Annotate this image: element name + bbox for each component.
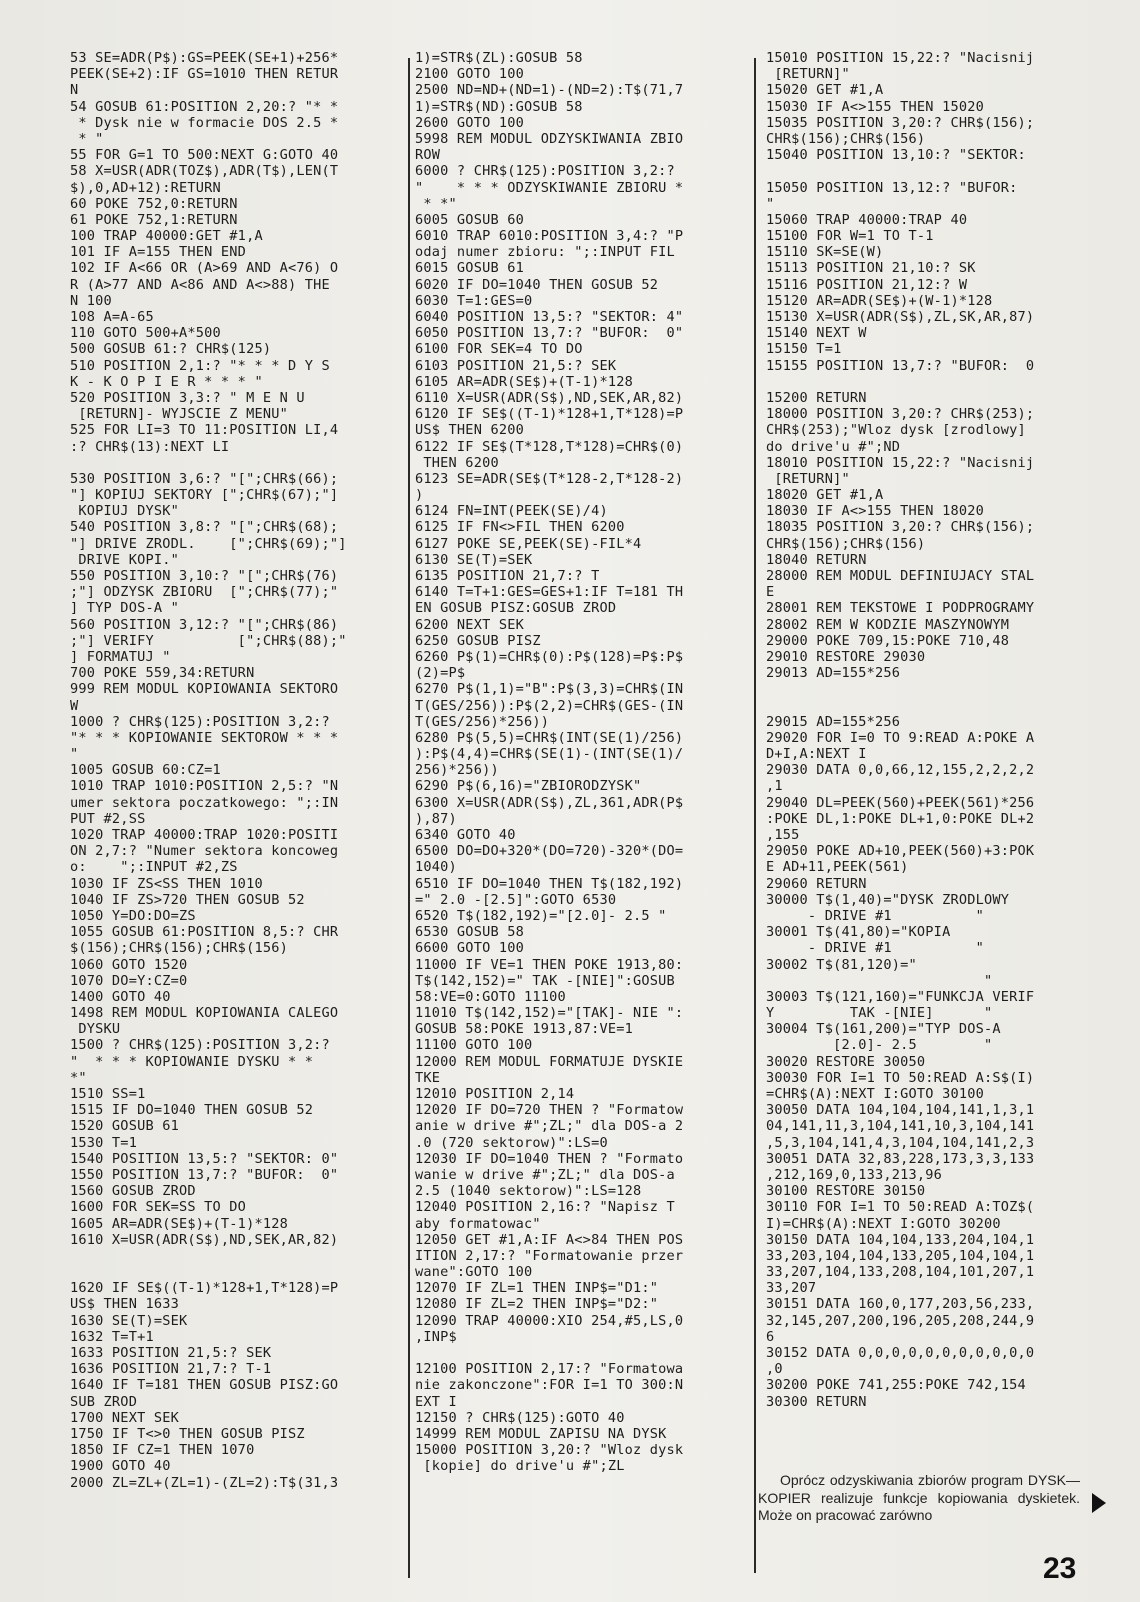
code-line: 101 IF A=155 THEN END (70, 244, 247, 261)
code-line: aby formatowac" (415, 1215, 541, 1232)
code-line: PUT #2,SS (70, 810, 146, 827)
code-line: ,155 (766, 827, 800, 843)
code-line: "] KOPIUJ SEKTORY [";CHR$(67);"] (70, 487, 339, 504)
code-line: 1850 IF CZ=1 THEN 1070 (70, 1442, 255, 1459)
code-line: 15100 FOR W=1 TO T-1 (766, 228, 934, 245)
code-line: KOPIUJ DYSK" (70, 503, 179, 520)
code-line: (2)=P$ (415, 665, 466, 682)
code-line: 1498 REM MODUL KOPIOWANIA CALEGO (70, 1005, 339, 1022)
code-line: 30151 DATA 160,0,177,203,56,233, (766, 1296, 1035, 1313)
code-line: "* * * KOPIOWANIE SEKTOROW * * * (70, 729, 339, 746)
code-line: 18010 POSITION 15,22:? "Nacisnij (766, 454, 1035, 471)
code-line: 60 POKE 752,0:RETURN (70, 195, 238, 212)
code-line: Y TAK -[NIE] " (766, 1005, 993, 1022)
code-line: 18000 POSITION 3,20:? CHR$(253); (766, 406, 1035, 423)
code-line: 1055 GOSUB 61:POSITION 8,5:? CHR (70, 924, 339, 941)
code-line: EN GOSUB PISZ:GOSUB ZROD (415, 600, 617, 617)
code-line: 102 IF A<66 OR (A>69 AND A<76) O (70, 260, 339, 277)
code-line: 18040 RETURN (766, 551, 867, 568)
code-line: 700 POKE 559,34:RETURN (70, 665, 255, 682)
code-line: 110 GOTO 500+A*500 (70, 325, 221, 342)
code-line: 58 X=USR(ADR(TOZ$),ADR(T$),LEN(T (70, 163, 339, 180)
code-line: *" (70, 1069, 87, 1086)
code-line: R (A>77 AND A<86 AND A<>88) THE (70, 276, 330, 293)
code-line: 1060 GOTO 1520 (70, 956, 188, 973)
code-line: 6103 POSITION 21,5:? SEK (415, 357, 617, 374)
code-line: 12000 REM MODUL FORMATUJE DYSKIE (415, 1053, 684, 1070)
code-line: 1633 POSITION 21,5:? SEK (70, 1345, 272, 1361)
code-line: PEEK(SE+2):IF GS=1010 THEN RETUR (70, 66, 339, 83)
article-text (758, 1472, 1080, 1525)
code-line: US$ THEN 1633 (70, 1296, 179, 1313)
code-line: 32,145,207,200,196,205,208,244,9 (766, 1312, 1035, 1329)
code-line: 33,203,104,104,133,205,104,104,1 (766, 1247, 1035, 1264)
code-line: 30004 T$(161,200)="TYP DOS-A (766, 1021, 1001, 1038)
code-line: 1515 IF DO=1040 THEN GOSUB 52 (70, 1102, 314, 1119)
code-line: $(156);CHR$(156);CHR$(156) (70, 940, 288, 957)
code-line: 11100 GOTO 100 (415, 1037, 533, 1054)
code-line: 1600 FOR SEK=SS TO DO (70, 1199, 247, 1216)
code-line: 2100 GOTO 100 (415, 66, 524, 83)
code-line: 30150 DATA 104,104,133,204,104,1 (766, 1231, 1035, 1248)
code-line: [kopie] do drive'u #";ZL (415, 1458, 625, 1475)
code-line: 6050 POSITION 13,7:? "BUFOR: 0" (415, 325, 684, 342)
code-line: anie w drive #";ZL;" dla DOS-a 2 (415, 1118, 684, 1135)
code-line: 29013 AD=155*256 (766, 665, 901, 682)
code-line (70, 1248, 405, 1264)
code-column-2 (415, 50, 743, 1475)
code-line: 1)=STR$(ND):GOSUB 58 (415, 98, 583, 115)
code-line: * " (70, 130, 104, 147)
code-line: 33,207,104,133,208,104,101,207,1 (766, 1264, 1035, 1281)
code-line: "] DRIVE ZRODL. [";CHR$(69);"] (70, 535, 347, 552)
code-line: 33,207 (766, 1280, 817, 1297)
code-line: 30000 T$(1,40)="DYSK ZRODLOWY (766, 891, 1010, 908)
code-line: 1530 T=1 (70, 1134, 138, 1151)
code-line: 04,141,11,3,104,141,10,3,104,141 (766, 1118, 1035, 1135)
code-line: 6015 GOSUB 61 (415, 260, 524, 277)
code-line: 1900 GOTO 40 (70, 1458, 171, 1475)
code-line: CHR$(156);CHR$(156) (766, 535, 926, 552)
code-line: 11000 IF VE=1 THEN POKE 1913,80: (415, 956, 684, 973)
code-line: " (766, 195, 775, 212)
code-line: 11010 T$(142,152)="[TAK]- NIE ": (415, 1005, 684, 1022)
continue-arrow-icon (1092, 1493, 1106, 1513)
code-line: 6530 GOSUB 58 (415, 924, 524, 941)
code-line: T(GES/256)):P$(2,2)=CHR$(GES-(IN (415, 697, 684, 714)
code-line: 18035 POSITION 3,20:? CHR$(156); (766, 519, 1035, 536)
code-line: 30100 RESTORE 30150 (766, 1183, 926, 1200)
code-line: 2.5 (1040 sektorow)":LS=128 (415, 1183, 642, 1200)
code-line: W (70, 697, 79, 714)
code-line: $),0,AD+12):RETURN (70, 179, 221, 196)
code-line: wane":GOTO 100 (415, 1264, 533, 1281)
code-line: ),87) (415, 810, 457, 827)
code-line: 15113 POSITION 21,10:? SK (766, 260, 976, 277)
code-line: 500 GOSUB 61:? CHR$(125) (70, 341, 272, 358)
code-line: .0 (720 sektorow)":LS=0 (415, 1134, 608, 1151)
code-line: 6520 T$(182,192)="[2.0]- 2.5 " (415, 907, 667, 924)
code-line: 6135 POSITION 21,7:? T (415, 568, 600, 584)
code-line: 6140 T=T+1:GES=GES+1:IF T=181 TH (415, 584, 684, 601)
code-line: 30110 FOR I=1 TO 50:READ A:TOZ$( (766, 1199, 1035, 1216)
code-line: " (766, 972, 993, 989)
code-line: K - K O P I E R * * * " (70, 373, 263, 390)
code-line: 1520 GOSUB 61 (70, 1118, 179, 1135)
code-column-1 (70, 50, 405, 1491)
code-line: 6040 POSITION 13,5:? "SEKTOR: 4" (415, 309, 684, 325)
code-line: 58:VE=0:GOTO 11100 (415, 988, 566, 1005)
code-line: ):P$(4,4)=CHR$(SE(1)-(INT(SE(1)/ (415, 746, 684, 763)
code-line: 15050 POSITION 13,12:? "BUFOR: (766, 179, 1018, 196)
code-line: 6110 X=USR(ADR(S$),ND,SEK,AR,82) (415, 389, 684, 406)
code-line: 15010 POSITION 15,22:? "Nacisnij (766, 50, 1035, 66)
code-line: wanie w drive #";ZL;" dla DOS-a (415, 1166, 675, 1183)
code-line: ,INP$ (415, 1328, 457, 1345)
code-line: 15110 SK=SE(W) (766, 244, 884, 261)
code-line: 1510 SS=1 (70, 1086, 146, 1102)
code-line: 1040) (415, 859, 457, 876)
code-line: 15035 POSITION 3,20:? CHR$(156); (766, 114, 1035, 131)
code-line: D+I,A:NEXT I (766, 746, 867, 763)
code-line: 6280 P$(5,5)=CHR$(INT(SE(1)/256) (415, 729, 684, 746)
code-line: 30152 DATA 0,0,0,0,0,0,0,0,0,0,0 (766, 1345, 1035, 1361)
column-divider (754, 58, 756, 1573)
code-line: ITION 2,17:? "Formatowanie przer (415, 1247, 684, 1264)
code-line: 6290 P$(6,16)="ZBIORODZYSK" (415, 778, 642, 795)
code-line: 15020 GET #1,A (766, 82, 884, 99)
code-line: 1000 ? CHR$(125):POSITION 3,2:? (70, 713, 330, 730)
code-line: 30001 T$(41,80)="KOPIA (766, 924, 951, 941)
code-line: 53 SE=ADR(P$):GS=PEEK(SE+1)+256* (70, 50, 339, 66)
code-line: :? CHR$(13):NEXT LI (70, 438, 230, 455)
code-line: 100 TRAP 40000:GET #1,A (70, 228, 263, 245)
code-line: 30200 POKE 741,255:POKE 742,154 (766, 1377, 1026, 1394)
code-line: 12070 IF ZL=1 THEN INP$="D1:" (415, 1280, 659, 1297)
code-line: " * * * KOPIOWANIE DYSKU * * (70, 1053, 314, 1070)
code-line: 1400 GOTO 40 (70, 988, 171, 1005)
article-paragraph: Oprócz odzyskiwania zbiorów program DYSK—KOPIER realizuje funkcje kopiowania dyskietek. Może on pracować zarówno (758, 1472, 1080, 1523)
code-line: 6 (766, 1328, 775, 1345)
code-line: 540 POSITION 3,8:? "[";CHR$(68); (70, 519, 339, 536)
code-line: EXT I (415, 1393, 457, 1410)
code-line: 18020 GET #1,A (766, 487, 884, 504)
code-line: 29040 DL=PEEK(560)+PEEK(561)*256 (766, 794, 1035, 811)
code-line: 6250 GOSUB PISZ (415, 632, 541, 649)
code-line: 12040 POSITION 2,16:? "Napisz T (415, 1199, 675, 1216)
code-line: 1005 GOSUB 60:CZ=1 (70, 762, 221, 779)
code-line: 6100 FOR SEK=4 TO DO (415, 341, 583, 358)
code-line: 6105 AR=ADR(SE$)+(T-1)*128 (415, 373, 633, 390)
code-line: 6600 GOTO 100 (415, 940, 524, 957)
code-line: nie zakonczone":FOR I=1 TO 300:N (415, 1377, 684, 1394)
code-line: 29030 DATA 0,0,66,12,155,2,2,2,2 (766, 762, 1035, 779)
code-line (766, 374, 1102, 390)
code-line: 12030 IF DO=1040 THEN ? "Formato (415, 1150, 684, 1167)
code-line: 6124 FN=INT(PEEK(SE)/4) (415, 503, 608, 520)
code-line: ROW (415, 147, 441, 164)
code-line: 1020 TRAP 40000:TRAP 1020:POSITI (70, 827, 339, 843)
code-line: ) (415, 487, 424, 504)
code-line: 30300 RETURN (766, 1393, 867, 1410)
code-line (70, 455, 405, 471)
code-line: 560 POSITION 3,12:? "[";CHR$(86) (70, 616, 339, 633)
code-line (70, 1264, 405, 1280)
code-line: 30050 DATA 104,104,104,141,1,3,1 (766, 1102, 1035, 1119)
code-line: 6020 IF DO=1040 THEN GOSUB 52 (415, 276, 659, 293)
column-divider (408, 58, 410, 1578)
code-line: 6500 DO=DO+320*(DO=720)-320*(DO= (415, 843, 684, 860)
code-line: 1610 X=USR(ADR(S$),ND,SEK,AR,82) (70, 1231, 339, 1248)
code-line: 6130 SE(T)=SEK (415, 551, 533, 568)
code-line: 6122 IF SE$(T*128,T*128)=CHR$(0) (415, 438, 684, 455)
code-line: 15200 RETURN (766, 389, 867, 406)
code-line: ] TYP DOS-A " (70, 600, 179, 617)
code-line: ,0 (766, 1361, 783, 1378)
code-line: 6010 TRAP 6010:POSITION 3,4:? "P (415, 228, 684, 245)
code-line: 28000 REM MODUL DEFINIUJACY STAL (766, 568, 1035, 584)
code-line: " (70, 746, 79, 763)
code-line: 12010 POSITION 2,14 (415, 1086, 575, 1102)
code-line: 15060 TRAP 40000:TRAP 40 (766, 211, 968, 228)
code-line: 15155 POSITION 13,7:? "BUFOR: 0 (766, 357, 1035, 374)
code-line: 12090 TRAP 40000:XIO 254,#5,LS,0 (415, 1312, 684, 1329)
code-column-3 (766, 50, 1102, 1410)
code-line: o: ";:INPUT #2,ZS (70, 859, 238, 876)
code-line: 15140 NEXT W (766, 325, 867, 342)
code-line: 12150 ? CHR$(125):GOTO 40 (415, 1409, 625, 1426)
code-line: DYSKU (70, 1021, 121, 1038)
code-line: 54 GOSUB 61:POSITION 2,20:? "* * (70, 98, 339, 115)
code-line: 520 POSITION 3,3:? " M E N U (70, 389, 305, 406)
code-line: * *" (415, 195, 457, 212)
code-line: DRIVE KOPI." (70, 551, 179, 568)
code-line: 30003 T$(121,160)="FUNKCJA VERIF (766, 988, 1035, 1005)
code-line: T(GES/256)*256)) (415, 713, 550, 730)
code-line: ,1 (766, 778, 783, 795)
code-line: 15000 POSITION 3,20:? "Wloz dysk (415, 1442, 684, 1459)
code-line: E (766, 584, 775, 601)
code-line: 2000 ZL=ZL+(ZL=1)-(ZL=2):T$(31,3 (70, 1474, 339, 1491)
code-line: 6200 NEXT SEK (415, 616, 524, 633)
page-number: 23 (1043, 1552, 1077, 1585)
code-line: 6127 POKE SE,PEEK(SE)-FIL*4 (415, 535, 642, 552)
code-line: 30051 DATA 32,83,228,173,3,3,133 (766, 1150, 1035, 1167)
code-line: SUB ZROD (70, 1393, 138, 1410)
code-line: 6005 GOSUB 60 (415, 211, 524, 228)
code-line: 1636 POSITION 21,7:? T-1 (70, 1361, 272, 1378)
code-line: 29050 POKE AD+10,PEEK(560)+3:POK (766, 843, 1035, 860)
code-line: 6000 ? CHR$(125):POSITION 3,2:? (415, 163, 675, 180)
code-line (766, 681, 1102, 697)
code-line: ] FORMATUJ " (70, 648, 171, 665)
code-line: 15030 IF A<>155 THEN 15020 (766, 98, 984, 115)
code-line: N 100 (70, 292, 112, 309)
code-line: =" 2.0 -[2.5]":GOTO 6530 (415, 891, 617, 908)
code-line: 15120 AR=ADR(SE$)+(W-1)*128 (766, 292, 993, 309)
code-line: 510 POSITION 2,1:? "* * * D Y S (70, 357, 330, 374)
code-line: 5998 REM MODUL ODZYSKIWANIA ZBIO (415, 130, 684, 147)
code-line: [RETURN]" (766, 470, 850, 487)
code-line: 108 A=A-65 (70, 309, 154, 325)
code-line: 61 POKE 752,1:RETURN (70, 211, 238, 228)
code-line: 999 REM MODUL KOPIOWANIA SEKTORO (70, 681, 339, 698)
code-line: - DRIVE #1 " (766, 940, 984, 957)
code-line: 1560 GOSUB ZROD (70, 1183, 196, 1200)
code-line: N (70, 82, 79, 99)
code-line: 2600 GOTO 100 (415, 114, 524, 131)
code-line: do drive'u #";ND (766, 438, 901, 455)
code-line: 28001 REM TEKSTOWE I PODPROGRAMY (766, 600, 1035, 617)
code-line: 15130 X=USR(ADR(S$),ZL,SK,AR,87) (766, 309, 1035, 325)
code-line: " * * * ODZYSKIWANIE ZBIORU * (415, 179, 684, 196)
code-line: 6120 IF SE$((T-1)*128+1,T*128)=P (415, 406, 684, 423)
code-line: 29060 RETURN (766, 875, 867, 892)
code-line: 1550 POSITION 13,7:? "BUFOR: 0" (70, 1166, 339, 1183)
code-line: 1050 Y=DO:DO=ZS (70, 907, 196, 924)
code-line: CHR$(253);"Wloz dysk [zrodlowy] (766, 422, 1026, 439)
code-line: T$(142,152)=" TAK -[NIE]":GOSUB (415, 972, 675, 989)
code-line: 1700 NEXT SEK (70, 1409, 179, 1426)
code-line: 1030 IF ZS<SS THEN 1010 (70, 875, 263, 892)
code-line: 12080 IF ZL=2 THEN INP$="D2:" (415, 1296, 659, 1313)
code-line: ON 2,7:? "Numer sektora koncoweg (70, 843, 339, 860)
code-line: 30002 T$(81,120)=" (766, 956, 917, 973)
code-line: 256)*256)) (415, 762, 499, 779)
code-line (766, 163, 1102, 179)
code-line: GOSUB 58:POKE 1913,87:VE=1 (415, 1021, 633, 1038)
code-line: 550 POSITION 3,10:? "[";CHR$(76) (70, 568, 339, 584)
code-line: 1620 IF SE$((T-1)*128+1,T*128)=P (70, 1280, 339, 1297)
code-line: 29020 FOR I=0 TO 9:READ A:POKE A (766, 729, 1035, 746)
code-line: 6270 P$(1,1)="B":P$(3,3)=CHR$(IN (415, 681, 684, 698)
code-line: 15116 POSITION 21,12:? W (766, 276, 968, 293)
code-line: 28002 REM W KODZIE MASZYNOWYM (766, 616, 1010, 633)
code-line: 1605 AR=ADR(SE$)+(T-1)*128 (70, 1215, 288, 1232)
code-line: 6340 GOTO 40 (415, 827, 516, 843)
code-line: 18030 IF A<>155 THEN 18020 (766, 503, 984, 520)
code-line: ;"] ODZYSK ZBIORU [";CHR$(77);" (70, 584, 339, 601)
code-line: 29000 POKE 709,15:POKE 710,48 (766, 632, 1010, 649)
code-line: 1010 TRAP 1010:POSITION 2,5:? "N (70, 778, 339, 795)
code-line: 15150 T=1 (766, 341, 842, 358)
code-line: 1750 IF T<>0 THEN GOSUB PISZ (70, 1425, 305, 1442)
code-line: - DRIVE #1 " (766, 907, 984, 924)
code-line: 12100 POSITION 2,17:? "Formatowa (415, 1361, 684, 1378)
code-line: 6030 T=1:GES=0 (415, 292, 533, 309)
code-line: 29015 AD=155*256 (766, 713, 901, 730)
code-line: 15040 POSITION 13,10:? "SEKTOR: (766, 147, 1026, 164)
code-line: THEN 6200 (415, 454, 499, 471)
code-line: 6300 X=USR(ADR(S$),ZL,361,ADR(P$ (415, 794, 684, 811)
code-line: 30030 FOR I=1 TO 50:READ A:S$(I) (766, 1069, 1035, 1086)
code-line: 1540 POSITION 13,5:? "SEKTOR: 0" (70, 1150, 339, 1167)
code-line: 6510 IF DO=1040 THEN T$(182,192) (415, 875, 684, 892)
code-line: 14999 REM MODUL ZAPISU NA DYSK (415, 1425, 667, 1442)
code-line: [RETURN]" (766, 66, 850, 83)
code-line: 525 FOR LI=3 TO 11:POSITION LI,4 (70, 422, 339, 439)
code-line: [RETURN]- WYJSCIE Z MENU" (70, 406, 288, 423)
code-line: 1)=STR$(ZL):GOSUB 58 (415, 50, 583, 66)
code-line: 12020 IF DO=720 THEN ? "Formatow (415, 1102, 684, 1119)
code-line: [2.0]- 2.5 " (766, 1037, 993, 1054)
code-line: 1070 DO=Y:CZ=0 (70, 972, 188, 989)
code-line: ;"] VERIFY [";CHR$(88);" (70, 632, 347, 649)
code-line: CHR$(156);CHR$(156) (766, 130, 926, 147)
code-line: 6260 P$(1)=CHR$(0):P$(128)=P$:P$ (415, 648, 684, 665)
code-line: odaj numer zbioru: ";:INPUT FIL (415, 244, 675, 261)
code-line: I)=CHR$(A):NEXT I:GOTO 30200 (766, 1215, 1001, 1232)
code-line: ,212,169,0,133,213,96 (766, 1166, 943, 1183)
code-line: 530 POSITION 3,6:? "[";CHR$(66); (70, 470, 339, 487)
code-line (415, 1345, 743, 1361)
code-line: 2500 ND=ND+(ND=1)-(ND=2):T$(71,7 (415, 82, 684, 99)
code-line: ,5,3,104,141,4,3,104,104,141,2,3 (766, 1134, 1035, 1151)
code-line: umer sektora poczatkowego: ";:IN (70, 794, 339, 811)
code-line: * Dysk nie w formacie DOS 2.5 * (70, 114, 339, 131)
code-line: 29010 RESTORE 29030 (766, 648, 926, 665)
code-line: 1500 ? CHR$(125):POSITION 3,2:? (70, 1037, 330, 1054)
code-line: 1040 IF ZS>720 THEN GOSUB 52 (70, 891, 305, 908)
code-line: 12050 GET #1,A:IF A<>84 THEN POS (415, 1231, 684, 1248)
code-line: =CHR$(A):NEXT I:GOTO 30100 (766, 1086, 984, 1102)
code-line: 1640 IF T=181 THEN GOSUB PISZ:GO (70, 1377, 339, 1394)
code-line: 6123 SE=ADR(SE$(T*128-2,T*128-2) (415, 470, 684, 487)
code-line: 1632 T=T+1 (70, 1328, 154, 1345)
code-line (766, 698, 1102, 714)
code-line: :POKE DL,1:POKE DL+1,0:POKE DL+2 (766, 810, 1035, 827)
code-line: 55 FOR G=1 TO 500:NEXT G:GOTO 40 (70, 147, 339, 164)
code-line: 1630 SE(T)=SEK (70, 1312, 188, 1329)
code-line: E AD+11,PEEK(561) (766, 859, 909, 876)
code-line: TKE (415, 1069, 441, 1086)
code-line: US$ THEN 6200 (415, 422, 524, 439)
code-line: 6125 IF FN<>FIL THEN 6200 (415, 519, 625, 536)
code-line: 30020 RESTORE 30050 (766, 1053, 926, 1070)
